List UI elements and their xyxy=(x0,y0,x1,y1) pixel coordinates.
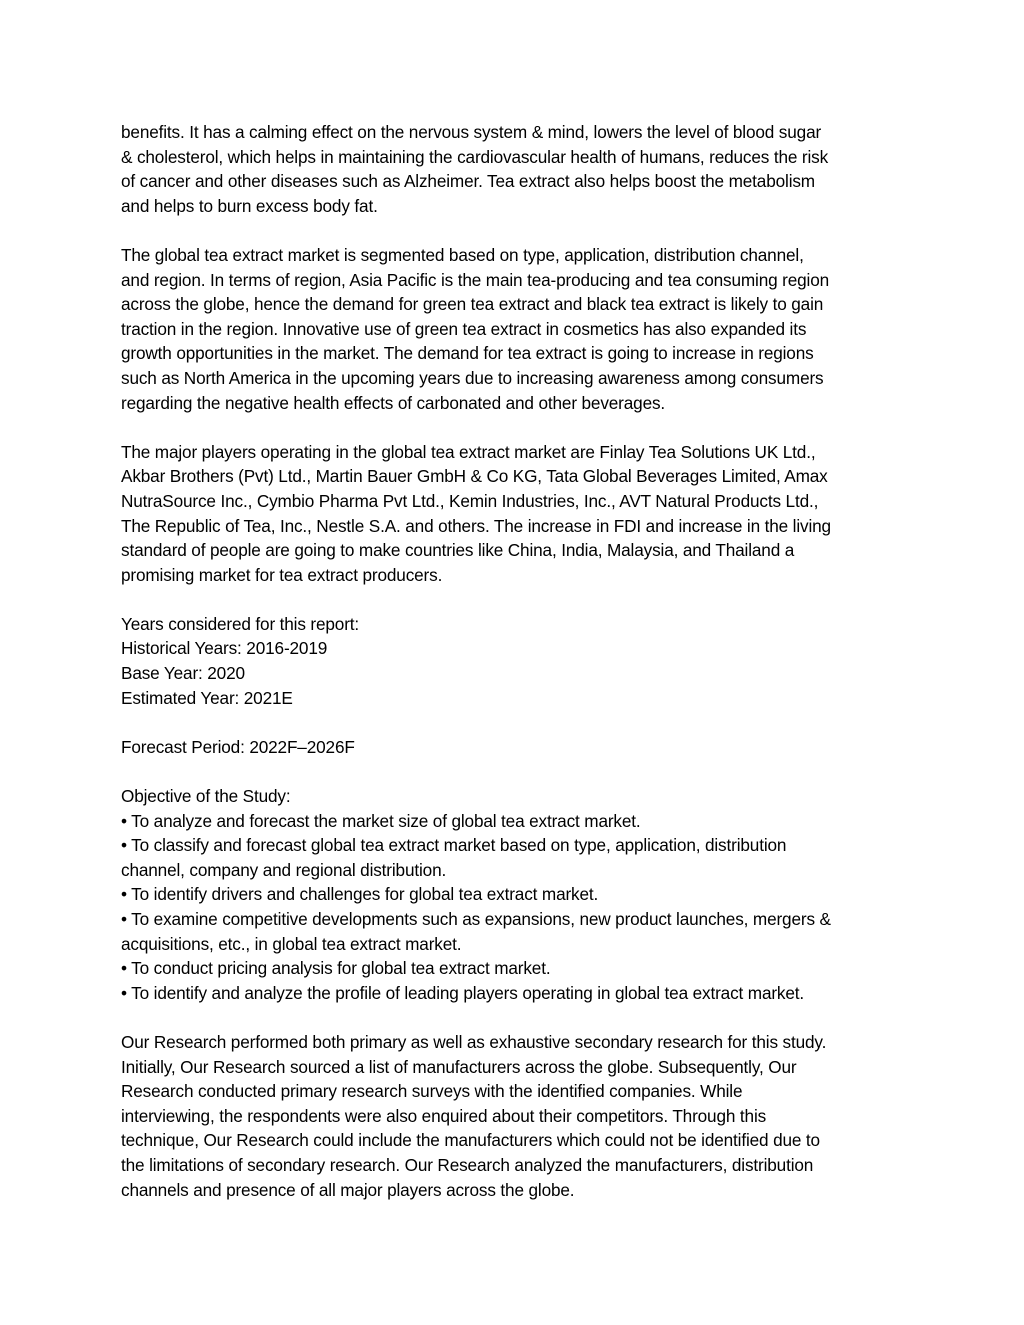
text-line: acquisitions, etc., in global tea extract market. xyxy=(121,933,462,954)
text-line: Estimated Year: 2021E xyxy=(121,687,293,708)
text-line: benefits. It has a calming effect on the nervous system & mind, lowers the level of blood sugar xyxy=(121,122,822,142)
text-line: such as North America in the upcoming years due to increasing awareness among consumers xyxy=(121,367,824,388)
list-item: • To analyze and forecast the market size of global tea extract market. xyxy=(121,810,641,831)
text-line: Akbar Brothers (Pvt) Ltd., Martin Bauer GmbH & Co KG, Tata Global Beverages Limited, Amax xyxy=(121,466,828,487)
text-line: channels and presence of all major players across the globe. xyxy=(121,1179,575,1200)
text-line: the limitations of secondary research. Our Research analyzed the manufacturers, distribution xyxy=(121,1154,814,1175)
text-line: Research conducted primary research surveys with the identified companies. While xyxy=(121,1081,743,1102)
text-line: Our Research performed both primary as well as exhaustive secondary research for this study. xyxy=(121,1031,827,1052)
paragraph-research-methodology xyxy=(121,1030,911,1202)
text-line: technique, Our Research could include the manufacturers which could not be identified due to xyxy=(121,1130,820,1151)
text-line: promising market for tea extract producers. xyxy=(121,564,443,585)
paragraph-study-objectives xyxy=(121,784,911,1005)
text-line: standard of people are going to make countries like China, India, Malaysia, and Thailand a xyxy=(121,540,795,561)
text-line: Base Year: 2020 xyxy=(121,663,245,684)
paragraph-market-segmentation xyxy=(121,243,911,415)
text-line: of cancer and other diseases such as Alzheimer. Tea extract also helps boost the metabolism xyxy=(121,171,815,192)
text-line: traction in the region. Innovative use of green tea extract in cosmetics has also expanded its xyxy=(121,318,807,339)
text-line: and helps to burn excess body fat. xyxy=(121,195,378,216)
text-line: and region. In terms of region, Asia Pacific is the main tea-producing and tea consuming region xyxy=(121,269,830,290)
paragraph-forecast-period xyxy=(121,735,911,760)
list-item: • To identify and analyze the profile of leading players operating in global tea extract market. xyxy=(121,982,805,1003)
document-page xyxy=(121,120,911,1227)
text-line: Years considered for this report: xyxy=(121,613,360,634)
text-line: The global tea extract market is segmented based on type, application, distribution channel, xyxy=(121,244,804,265)
text-line: The major players operating in the global tea extract market are Finlay Tea Solutions UK Ltd., xyxy=(121,441,816,462)
text-line: channel, company and regional distribution. xyxy=(121,859,447,880)
list-item: • To classify and forecast global tea extract market based on type, application, distribution xyxy=(121,835,787,856)
list-item: • To examine competitive developments such as expansions, new product launches, mergers & xyxy=(121,909,831,929)
text-line: Initially, Our Research sourced a list of manufacturers across the globe. Subsequently, Our xyxy=(121,1056,797,1077)
text-line: The Republic of Tea, Inc., Nestle S.A. and others. The increase in FDI and increase in the living xyxy=(121,515,831,536)
text-line: across the globe, hence the demand for green tea extract and black tea extract is likely to gain xyxy=(121,294,824,315)
text-line: growth opportunities in the market. The demand for tea extract is going to increase in regions xyxy=(121,343,814,364)
paragraph-years-considered xyxy=(121,612,911,710)
text-line: Historical Years: 2016-2019 xyxy=(121,638,328,659)
text-line: & cholesterol, which helps in maintaining the cardiovascular health of humans, reduces the risk xyxy=(121,146,829,167)
list-item: • To conduct pricing analysis for global tea extract market. xyxy=(121,958,551,979)
paragraph-tea-extract-benefits xyxy=(121,120,911,218)
text-line: Objective of the Study: xyxy=(121,786,291,807)
text-line: NutraSource Inc., Cymbio Pharma Pvt Ltd., Kemin Industries, Inc., AVT Natural Products Ltd., xyxy=(121,490,819,511)
list-item: • To identify drivers and challenges for global tea extract market. xyxy=(121,884,599,905)
text-line: regarding the negative health effects of carbonated and other beverages. xyxy=(121,392,666,413)
text-line: Forecast Period: 2022F–2026F xyxy=(121,736,355,757)
paragraph-major-players xyxy=(121,440,911,588)
text-line: interviewing, the respondents were also enquired about their competitors. Through this xyxy=(121,1105,767,1126)
